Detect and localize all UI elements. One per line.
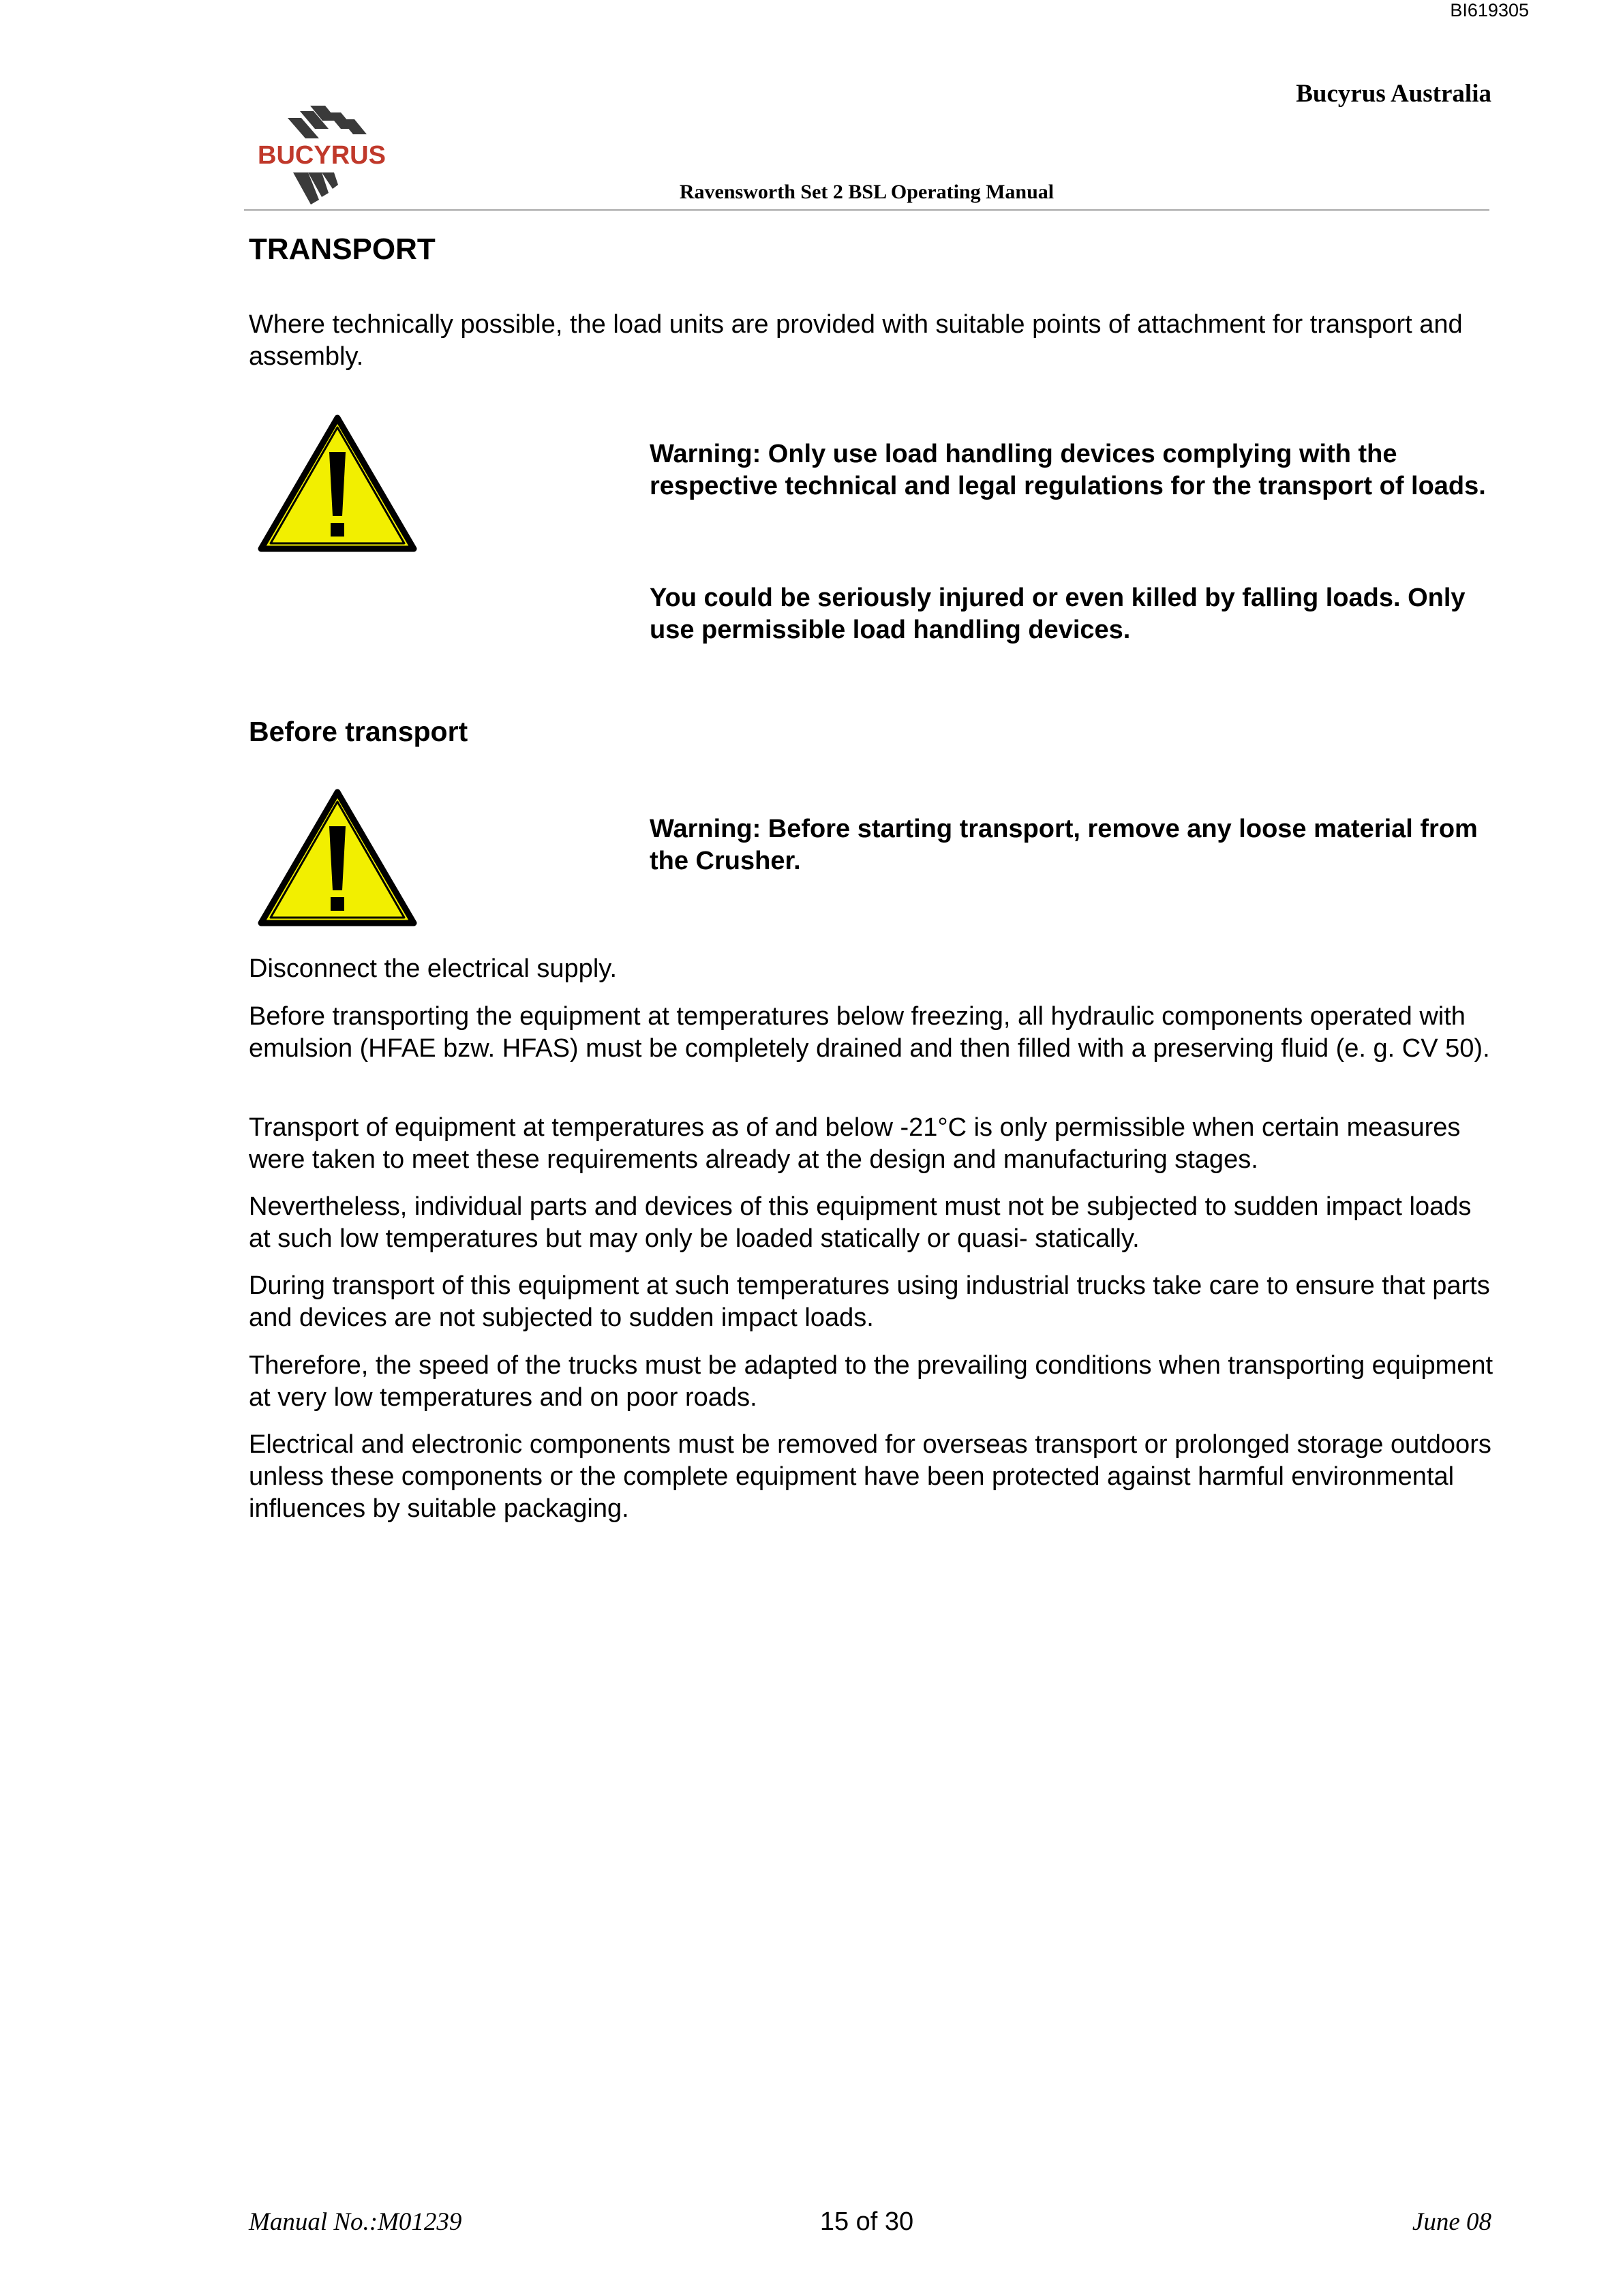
warning-loose-material: Warning: Before starting transport, remove any loose material from the Crusher. xyxy=(650,815,1478,875)
paragraph-electrical-components: Electrical and electronic components must be removed for overseas transport or prolonged storage outdoors unless these components or the complete equipment have been protected against harmful environmental influences by suitable packaging. xyxy=(249,1430,1491,1523)
paragraph-truck-speed: Therefore, the speed of the trucks must be adapted to the prevailing conditions when transporting equipment at very low temperatures and on poor roads. xyxy=(249,1351,1493,1412)
intro-paragraph: Where technically possible, the load units are provided with suitable points of attachment for transport and assembly. xyxy=(249,310,1463,371)
footer-manual-number: Manual No.:M01239 xyxy=(249,2208,462,2236)
header-divider xyxy=(244,209,1489,211)
warning-falling-loads: You could be seriously injured or even killed by falling loads. Only use permissible load handling devices. xyxy=(650,584,1466,644)
warning-load-handling: Warning: Only use load handling devices complying with the respective technical and legal regulations for the transport of loads. xyxy=(650,440,1486,500)
document-id: BI619305 xyxy=(1450,0,1529,20)
footer-page-number: 15 of 30 xyxy=(819,2207,914,2236)
footer-date: June 08 xyxy=(1412,2208,1491,2236)
warning-triangle-icon xyxy=(256,412,419,556)
logo-text: BUCYRUS xyxy=(258,141,386,170)
company-name: Bucyrus Australia xyxy=(1296,80,1491,108)
paragraph-low-temperature: Transport of equipment at temperatures as of and below -21°C is only permissible when certain measures were taken to meet these requirements already at the design and manufacturing stages. xyxy=(249,1113,1461,1174)
warning-triangle-icon xyxy=(256,787,419,930)
paragraph-disconnect: Disconnect the electrical supply. xyxy=(249,954,617,983)
paragraph-impact-loads: Nevertheless, individual parts and devices of this equipment must not be subjected to sudden impact loads at such low temperatures but may only be loaded statically or quasi- statically. xyxy=(249,1192,1472,1253)
paragraph-industrial-trucks: During transport of this equipment at such temperatures using industrial trucks take care to ensure that parts and devices are not subjected to sudden impact loads. xyxy=(249,1271,1490,1332)
manual-title: Ravensworth Set 2 BSL Operating Manual xyxy=(679,181,1055,203)
section-title: TRANSPORT xyxy=(249,232,436,266)
paragraph-freezing: Before transporting the equipment at temperatures below freezing, all hydraulic components operated with emulsion (HFAE bzw. HFAS) must be completely drained and then filled with a preserving fluid (e. g. CV 50). xyxy=(249,1002,1490,1063)
subsection-title: Before transport xyxy=(249,716,468,747)
